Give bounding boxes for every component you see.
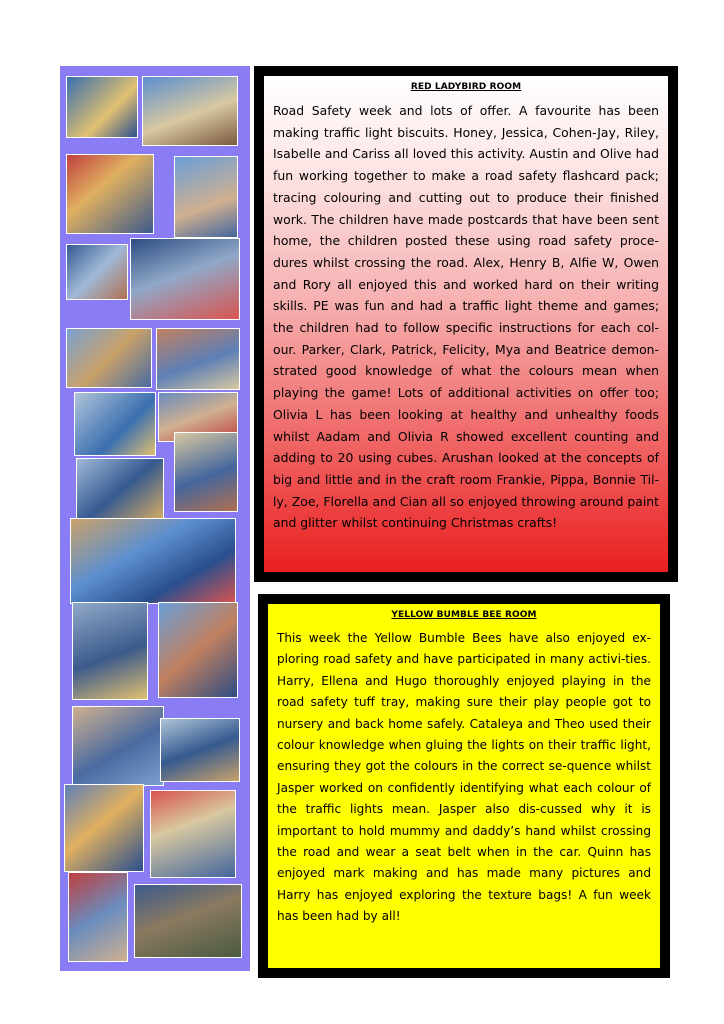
photo-ride-on-tractor — [66, 76, 138, 138]
photo-classroom-group — [70, 518, 236, 604]
photo-colouring — [76, 458, 164, 524]
photo-flashcard — [72, 602, 148, 700]
red-ladybird-room-panel — [254, 66, 678, 582]
photo-postcards — [174, 432, 238, 512]
photo-biscuit-making — [174, 156, 238, 238]
photo-road-mat — [130, 238, 240, 320]
photo-child-with-card — [68, 872, 128, 962]
photo-seated-table — [160, 718, 240, 782]
photo-tuff-tray-play — [72, 706, 164, 786]
photo-traffic-light-biscuit — [74, 392, 156, 456]
photo-tuff-tray — [66, 244, 128, 300]
yellow-bumble-bee-room-panel — [258, 594, 670, 978]
photo-group-table — [66, 328, 152, 388]
photo-smiling-child — [64, 784, 144, 872]
photo-toy-car — [142, 76, 238, 146]
photo-outdoor-group — [134, 884, 242, 958]
photo-colour-cards — [158, 602, 238, 698]
red-room-body: Road Safety week and lots of offer. A favourite has been making traffic light biscuits. Honey, Jessica, Cohen-Jay, Riley, Isabelle and Cariss all loved this activity. Austin and Olive had fun working together to make a road safety flashcard pack; tracing colouring and cutting out to produce their finished work. The children have made postcards that have been sent home, the children posted these using road safety proce-dures whilst crossing the road. Alex, Henry B, Alfie W, Owen and Rory all enjoyed this and worked hard on their writing skills. PE was fun and had a traffic light theme and games; the children had to follow specific instructions for each col-our. Parker, Clark, Patrick, Felicity, Mya and Beatrice demon-strated good knowledge of what the colours mean when playing the game! Lots of additional activities on offer too; Olivia L has been looking at healthy and unhealthy foods whilst Aadam and Olivia R showed excellent counting and adding to 20 using cubes. Arushan looked at the concepts of big and little and in the craft room Frankie, Pippa, Bonnie Til-ly, Zoe, Florella and Cian all so enjoyed throwing around paint and glitter whilst continuing Christmas crafts! — [273, 103, 659, 531]
yellow-room-body: This week the Yellow Bumble Bees have also enjoyed ex-ploring road safety and have participated in many activi-ties. Harry, Ellena and Hugo thoroughly enjoyed playing in the road safety tuff tray, making sure their play people got to nursery and back home safely. Cataleya and Theo used their colour knowledge when gluing the lights on their traffic light, ensuring they got the colours in the correct se-quence whilst Jasper worked on confidently identifying what each colour of the traffic lights mean. Jasper also dis-cussed why it is important to hold mummy and daddy’s hand whilst crossing the road and wear a seat belt when in the car. Quinn has enjoyed mark making and has made many pictures and Harry has enjoyed exploring the texture bags! A fun week has been had by all! — [277, 631, 651, 924]
yellow-panel-content — [268, 604, 660, 968]
red-room-title: RED LADYBIRD ROOM — [410, 82, 522, 92]
red-panel-content — [264, 76, 668, 572]
photo-collage-strip — [60, 66, 250, 971]
photo-children-seated — [156, 328, 240, 390]
photo-pink-ride-on — [66, 154, 154, 234]
yellow-room-title: YELLOW BUMBLE BEE ROOM — [391, 610, 537, 620]
photo-glue-stick — [150, 790, 236, 878]
